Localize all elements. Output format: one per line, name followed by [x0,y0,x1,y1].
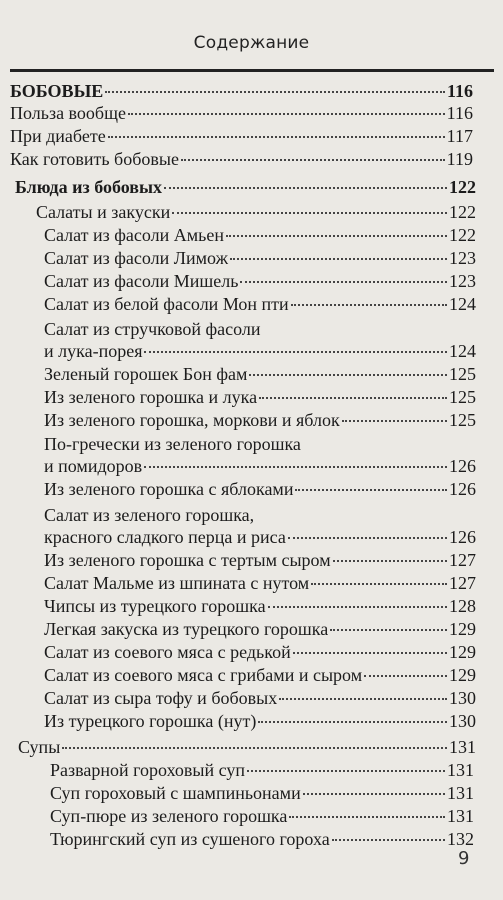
toc-entry [44,293,476,315]
toc-entry-page: 131 [449,737,476,757]
toc-entry [44,595,476,617]
toc-entry [44,386,476,408]
toc-entry-page: 116 [446,103,473,123]
toc-entry-title: Салат из соевого мяса с редькой [44,642,291,662]
toc-entry-page: 123 [449,248,476,268]
header-rule [10,69,494,72]
toc-entry-page: 128 [449,596,476,616]
dot-leader [333,560,447,562]
toc-entry-title: красного сладкого перца и риса [44,527,286,547]
toc-entry-page: 126 [449,527,476,547]
dot-leader [247,770,445,772]
toc-entry-title: Чипсы из турецкого горошка [44,596,266,616]
toc-entry-page: 129 [449,642,476,662]
toc-entry-page: 129 [449,665,476,685]
dot-leader [230,258,447,260]
toc-entry [44,526,476,548]
toc-entry-page: 117 [446,126,473,146]
dot-leader [311,583,447,585]
toc-entry-page: 122 [449,202,476,222]
dot-leader [268,606,447,608]
toc-entry-page: 116 [446,81,473,101]
toc-entry-title: Блюда из бобовых [15,177,163,197]
toc-entry-page: 123 [449,271,476,291]
toc-entry-page: 119 [446,149,473,169]
page-number: 9 [458,848,470,869]
toc-entry [44,641,476,663]
dot-leader [279,698,447,700]
toc-entry [44,710,476,732]
toc-entry-title: Легкая закуска из турецкого горошка [44,619,329,639]
toc-entry-title: При диабете [10,126,106,146]
toc-entry [10,102,473,124]
toc-entry-subsection [18,736,476,758]
toc-entry-page: 124 [449,294,476,314]
toc-entry [44,224,476,246]
dot-leader [128,113,445,115]
dot-leader [240,281,447,283]
toc-entry-title: Салат из соевого мяса с грибами и сыром [44,665,363,685]
toc-entry-title: Польза вообще [10,103,126,123]
dot-leader [364,675,447,677]
toc-entry-title: Из зеленого горошка с тертым сыром [44,550,331,570]
toc-entry-title: Как готовить бобовые [10,149,179,169]
toc-entry [44,478,476,500]
toc-entry-page: 132 [447,829,474,849]
toc-entry-section [15,176,476,198]
toc-entry-page: 130 [449,688,476,708]
toc-entry [44,687,476,709]
toc-entry [44,409,476,431]
dot-leader [291,304,447,306]
toc-entry-title: Суп-пюре из зеленого горошка [50,806,288,826]
dot-leader [332,839,445,841]
toc-entry-page: 124 [449,341,476,361]
toc-entry-page: 127 [449,573,476,593]
toc-entry-title: Салат из фасоли Лимож [44,248,229,268]
toc-entry [50,805,474,827]
dot-leader [295,489,447,491]
dot-leader [249,374,447,376]
toc-entry-title: Тюрингский суп из сушеного гороха [50,829,330,849]
dot-leader [303,793,445,795]
toc-entry-page: 126 [449,479,476,499]
toc-entry-page: 125 [449,410,476,430]
dot-leader [108,136,445,138]
toc-entry-title: Зеленый горошек Бон фам [44,364,248,384]
toc-entry-title-line1: По-гречески из зеленого горошка [44,434,301,454]
toc-entry-title: Суп гороховый с шампиньонами [50,783,301,803]
toc-entry-page: 126 [449,456,476,476]
dot-leader [288,537,447,539]
toc-entry-title: Из зеленого горошка с яблоками [44,479,294,499]
toc-entry-title: Из зеленого горошка и лука [44,387,258,407]
toc-entry-title: Салат из фасоли Амьен [44,225,225,245]
toc-entry [44,363,476,385]
toc-entry [50,759,474,781]
toc-entry-page: 127 [449,550,476,570]
dot-leader [330,629,447,631]
toc-entry-title: Из зеленого горошка, моркови и яблок [44,410,340,430]
toc-entry-page: 131 [447,783,474,803]
toc-entry [44,270,476,292]
dot-leader [226,235,447,237]
toc-entry-title: Салат Мальме из шпината с нутом [44,573,310,593]
toc-entry [44,618,476,640]
toc-entry-title: и помидоров [44,456,143,476]
toc-entry-title: Супы [18,737,61,757]
toc-entry-section [10,80,473,102]
dot-leader [259,397,447,399]
dot-leader [172,212,447,214]
toc-entry-page: 122 [449,225,476,245]
toc-entry-page: 122 [449,177,476,197]
toc-entry-page: 131 [447,760,474,780]
dot-leader [258,721,447,723]
toc-entry-page: 129 [449,619,476,639]
toc-entry-title: Салат из фасоли Мишель [44,271,239,291]
toc-entry-title: БОБОВЫЕ [10,81,104,101]
dot-leader [105,91,445,93]
dot-leader [181,159,445,161]
toc-entry-title: и лука-порея [44,341,143,361]
toc-entry-title: Салат из белой фасоли Мон пти [44,294,289,314]
toc-entry [10,148,473,170]
toc-entry-title: Разварной гороховый суп [50,760,246,780]
toc-entry-page: 125 [449,387,476,407]
toc-entry [44,549,476,571]
dot-leader [164,187,447,189]
dot-leader [289,816,445,818]
toc-entry-page: 131 [447,806,474,826]
toc-entry [44,340,476,362]
toc-entry [44,664,476,686]
toc-entry [50,782,474,804]
dot-leader [144,351,447,353]
toc-entry [44,455,476,477]
toc-entry [44,572,476,594]
dot-leader [62,747,447,749]
toc-entry-page: 130 [449,711,476,731]
page-header-title: Содержание [193,33,310,53]
toc-entry-title: Салаты и закуски [36,202,171,222]
toc-entry-title: Салат из сыра тофу и бобовых [44,688,278,708]
toc-entry [10,125,473,147]
toc-entry [50,828,474,850]
toc-entry-title: Из турецкого горошка (нут) [44,711,257,731]
toc-entry [36,201,476,223]
toc-entry-page: 125 [449,364,476,384]
toc-entry [44,247,476,269]
dot-leader [144,466,447,468]
dot-leader [293,652,447,654]
toc-entry-title-line1: Салат из зеленого горошка, [44,505,255,525]
toc-entry-title-line1: Салат из стручковой фасоли [44,319,261,339]
dot-leader [342,420,447,422]
